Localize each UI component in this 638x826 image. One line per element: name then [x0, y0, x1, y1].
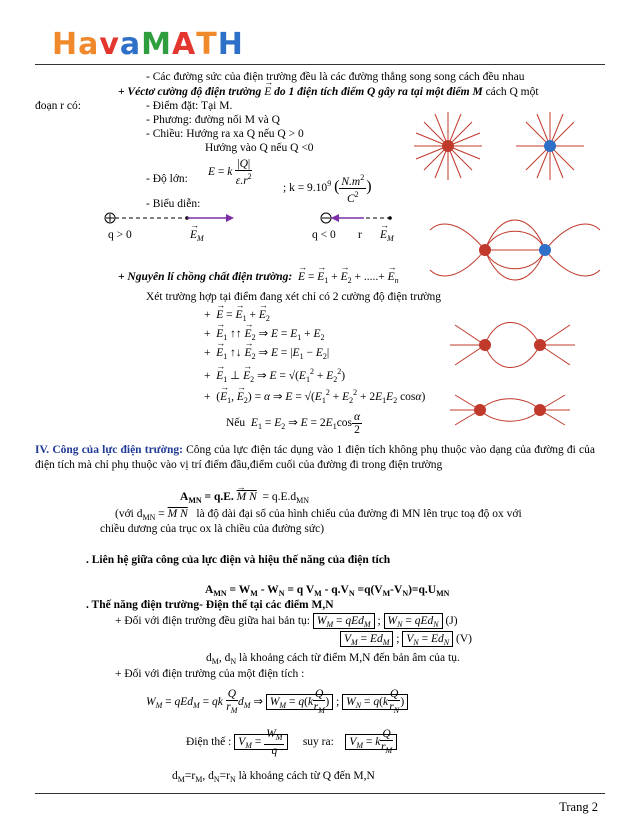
- footer-rule: [35, 793, 605, 794]
- text-line: - Độ lớn:: [146, 173, 188, 185]
- text-line: - Biểu diễn:: [146, 198, 201, 210]
- text-line: + Đối với điện trường của một điện tích :: [115, 668, 305, 680]
- formula-line: + (→ $E_1$, → $E_2) = \alpha$ ⇒ $E = √(E_1^2 + E_2^2 + 2E_1E_2$ cosα): [204, 386, 425, 408]
- text-line: $d_M$, $d_N$ là khoảng cách từ điểm M,N đến bản âm của tụ.: [206, 652, 460, 666]
- formula-amn: $A_{MN} = q.E$. → M $N = q.E.d_{MN}$: [180, 490, 309, 508]
- text-line: $V_M = Ed_M$ ; $V_N = Ed_N$ (V): [340, 632, 472, 650]
- formula-potential: Điện thế : $V_M$ = $\frac{W_M}{q}$ suy ra: $V_M = k$ $\frac{Q}{r_M}$: [186, 728, 397, 757]
- formula-line: Nếu $E_1 = E_2$ ⇒ $E = 2E_1\cos$ $\frac{\alpha}{2}$: [226, 411, 361, 436]
- label-q-positive: q > 0: [108, 229, 132, 241]
- formula-relation: $A_{MN} = W_M - W_N = q$ $V_M - q.V_N =q(V_M-V_N)=q.U_{MN}$: [205, 584, 450, 598]
- formula-line: + → $E_1$ ↑↓ → $E_2$ ⇒ $E = |E_1 - E_2|$: [204, 346, 329, 364]
- text-line: (với $d_{MN} = M$ N là độ dài đại số của hình chiếu của đường đi MN lên trục toạ độ ox với: [115, 508, 522, 522]
- label-q-negative: q < 0: [312, 229, 336, 241]
- label-em: → $E_M$: [190, 228, 204, 246]
- formula-line: + → $E_1$ ↑↑ → $E_2$ ⇒ $E = E_1 + E_2$: [204, 327, 325, 345]
- text-line: - Chiều: Hướng ra xa Q nếu Q > 0: [146, 128, 304, 140]
- text-line: + Nguyên lí chồng chất điện trường: → E = → $E_1$ + → $E_2$ + .....+ → $E_n$: [118, 270, 399, 288]
- header-rule: [35, 64, 605, 65]
- formula-point-charge: $W_M = qEd_M$ = qk $\frac{Q}{r_M}$ $d_M$ ⇒ $W_M = q(k$ $\frac{Q}{r_M}$ ) ; $W_N = q(k$ $\frac{Q}{r_N}$ ): [146, 688, 408, 717]
- text-line: ; $k = 9.10^9$ ( $\frac{N.m^2}{C^2}$ ): [283, 173, 372, 205]
- like-charges-field-picture: [450, 323, 575, 368]
- field-line-pictures: [400, 110, 610, 430]
- section-4-paragraph: IV. Công của lực điện trường: Công của lực điện tác dụng vào 1 điện tích không phụ thuộc vào dạng của đường đi của điện tích mà chỉ phụ thuộc vào vị trí điểm đầu,điểm cuối của đường đi trong điện trường: [35, 444, 596, 471]
- formula-line: + → $E_1$ ⊥ → $E_2$ ⇒ $E = √(E_1^2 + E_2^2)$: [204, 365, 345, 387]
- text-line: - Các đường sức của điện trường đều là các đường thẳng song song cách đều nhau: [146, 71, 525, 83]
- text-line: Hướng vào Q nếu Q <0: [205, 142, 314, 154]
- section-heading: . Thế năng điện trường- Điện thế tại các điểm M,N: [86, 599, 334, 611]
- text-line: Xét trường hợp tại điểm đang xét chỉ có 2 cường độ điện trường: [146, 291, 442, 303]
- label-em: → $E_M$: [380, 228, 394, 246]
- text-line: - Phương: đường nối M và Q: [146, 114, 280, 126]
- text-line: đoạn r có:: [35, 100, 81, 112]
- formula-line: + → E = → $E_1$ + → $E_2$: [204, 308, 270, 326]
- dipole-field-picture: [430, 220, 600, 280]
- text-line: + Đối với điện trường đều giữa hai bản tụ: $W_M = qEd_M$ ; $W_N = qEd_N$ (J): [115, 615, 458, 629]
- text-line: $d_M=r_M$, $d_N=r_N$ là khoảng cách từ Q đến M,N: [172, 770, 375, 784]
- negative-charge-field-picture: [516, 112, 584, 180]
- havamath-logo: H a v a M A T H: [52, 26, 244, 62]
- label-r: r: [358, 229, 362, 241]
- text-line: chiều dương của trục ox là chiều của đường sức): [100, 523, 325, 535]
- text-line: + Véctơ cường độ điện trường → E do 1 điện tích điểm Q gây ra tại một điểm M cách Q một: [118, 85, 539, 99]
- text-line: - Điểm đặt: Tại M.: [146, 100, 233, 112]
- like-charges-field-picture-2: [450, 395, 570, 425]
- positive-charge-field-picture: [414, 112, 482, 180]
- formula-e: E = k $\frac{|Q|}{\varepsilon.r^2}$: [208, 158, 252, 187]
- page-number: Trang 2: [559, 800, 598, 814]
- section-heading: . Liên hệ giữa công của lực điện và hiệu thế năng của điện tích: [86, 554, 391, 566]
